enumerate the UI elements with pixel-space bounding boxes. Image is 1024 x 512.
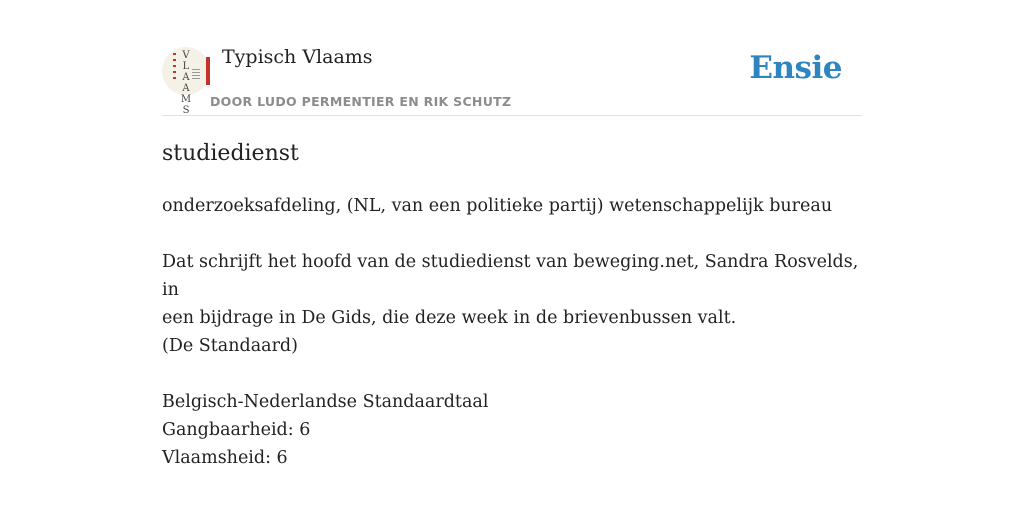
entry-title: studiedienst [162,141,299,166]
gangbaarheid-score: Gangbaarheid: 6 [162,420,311,440]
quote-line-2: een bijdrage in De Gids, die deze week in de brievenbussen valt. [162,308,737,328]
language-label: Belgisch-Nederlandse Standaardtaal [162,392,489,412]
entry-definition: onderzoeksafdeling, (NL, van een politieke partij) wetenschappelijk bureau [162,196,833,216]
logo-letters: V L A A M S [180,50,192,116]
logo-red-band [206,57,210,85]
site-logo[interactable] [162,47,210,116]
spacer [162,360,862,388]
spacer [162,220,862,248]
site-header [162,44,862,116]
authors-byline: DOOR LUDO PERMENTIER EN RIK SCHUTZ [210,94,512,109]
ensie-brand-link[interactable]: Ensie [749,50,842,86]
quote-line-1: Dat schrijft het hoofd van de studiedienst van beweging.net, Sandra Rosvelds, in [162,252,859,300]
site-title[interactable]: Typisch Vlaams [222,46,373,68]
quote-source: (De Standaard) [162,336,298,356]
logo-lines [192,69,200,79]
entry-content [162,140,862,472]
vlaamsheid-score: Vlaamsheid: 6 [162,448,288,468]
